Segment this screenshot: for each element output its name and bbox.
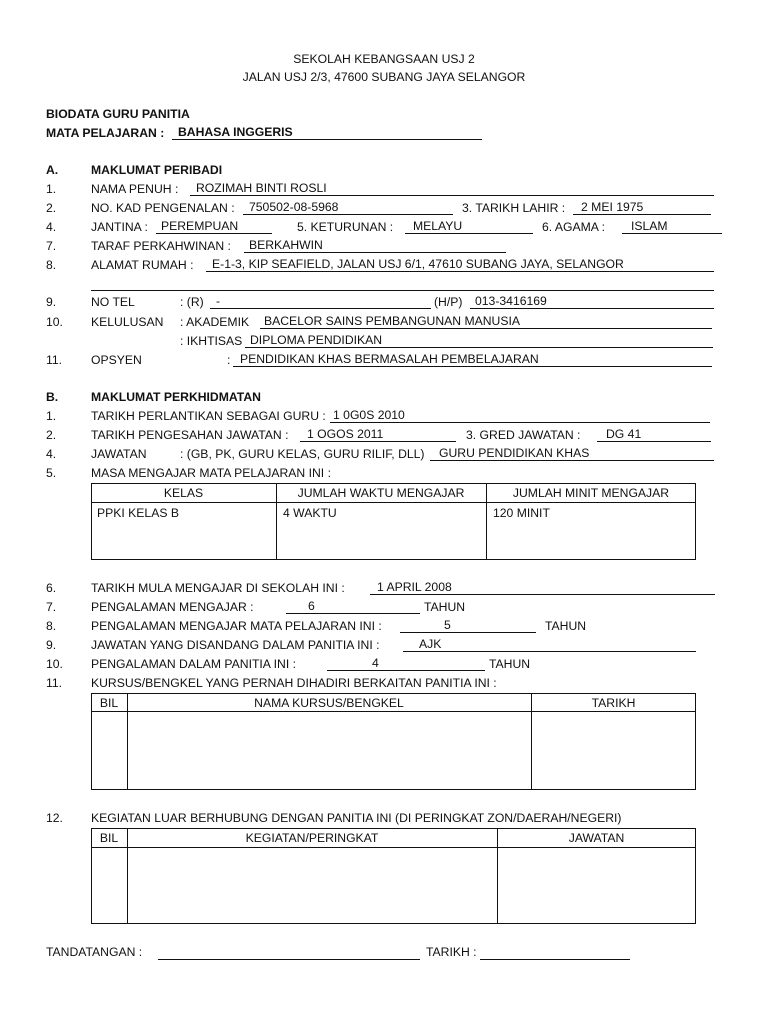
item-number: 2. (46, 428, 57, 442)
table-divider (91, 502, 696, 503)
pengesahan-field[interactable]: 1 OGOS 2011 (307, 427, 384, 441)
tel-hp-label: (H/P) (434, 295, 463, 309)
pengalaman-mp-field[interactable]: 5 (444, 618, 451, 632)
keturunan-label: 5. KETURUNAN : (297, 220, 394, 234)
taraf-label: TARAF PERKAHWINAN : (91, 239, 231, 253)
school-name: SEKOLAH KEBANGSAAN USJ 2 (293, 52, 475, 66)
item-number: 7. (46, 600, 57, 614)
ikhtisas-label: : IKHTISAS (180, 334, 243, 348)
subject-label: MATA PELAJARAN : (46, 126, 165, 140)
section-b-letter: B. (46, 390, 59, 404)
table-header: BIL (99, 696, 119, 710)
agama-field[interactable]: ISLAM (631, 219, 668, 233)
pengalaman-unit: TAHUN (424, 600, 466, 614)
mula-field[interactable]: 1 APRIL 2008 (377, 580, 452, 594)
perlantikan-label: TARIKH PERLANTIKAN SEBAGAI GURU : (91, 409, 326, 423)
keturunan-field[interactable]: MELAYU (413, 219, 463, 233)
item-number: 7. (46, 239, 57, 253)
table-divider (91, 711, 696, 712)
akademik-field[interactable]: BACELOR SAINS PEMBANGUNAN MANUSIA (264, 314, 520, 328)
tel-r-underline (210, 308, 431, 309)
pengalaman-panitia-label: PENGALAMAN DALAM PANITIA INI : (91, 657, 296, 671)
table-header: NAMA KURSUS/BENGKEL (254, 696, 404, 710)
pengalaman-underline (286, 613, 420, 614)
ikhtisas-field[interactable]: DIPLOMA PENDIDIKAN (250, 333, 383, 347)
item-number: 8. (46, 258, 57, 272)
table-header: JUMLAH WAKTU MENGAJAR (297, 486, 465, 500)
jawatan-panitia-field[interactable]: AJK (419, 637, 442, 651)
tarikh-lahir-field[interactable]: 2 MEI 1975 (581, 200, 644, 214)
jawatan-panitia-label: JAWATAN YANG DISANDANG DALAM PANITIA INI : (91, 638, 380, 652)
jantina-label: JANTINA : (91, 220, 148, 234)
alamat-field[interactable]: E-1-3, KIP SEAFIELD, JALAN USJ 6/1, 47610 SUBANG JAYA, SELANGOR (212, 257, 624, 271)
kegiatan-label: KEGIATAN LUAR BERHUBUNG DENGAN PANITIA INI (DI PERINGKAT ZON/DAERAH/NEGERI) (91, 811, 622, 825)
tel-r-label: : (R) (180, 295, 204, 309)
jawatan-hint: : (GB, PK, GURU KELAS, GURU RILIF, DLL) (180, 447, 425, 461)
subject-field[interactable]: BAHASA INGGERIS (178, 125, 293, 139)
tarikh-label: TARIKH : (426, 945, 477, 959)
nama-label: NAMA PENUH : (91, 182, 179, 196)
kursus-label: KURSUS/BENGKEL YANG PERNAH DIHADIRI BERKAITAN PANITIA INI : (91, 676, 497, 690)
item-number: 11. (46, 353, 63, 367)
item-number: 9. (46, 638, 57, 652)
table-header: TARIKH (591, 696, 636, 710)
perlantikan-field[interactable]: 1 0G0S 2010 (333, 408, 405, 422)
agama-label: 6. AGAMA : (542, 220, 605, 234)
jawatan-field[interactable]: GURU PENDIDIKAN KHAS (439, 446, 590, 460)
pengalaman-field[interactable]: 6 (308, 599, 315, 613)
item-number: 10. (46, 315, 63, 329)
tel-label: NO TEL (91, 295, 135, 309)
masa-label: MASA MENGAJAR MATA PELAJARAN INI : (91, 466, 331, 480)
kelulusan-label: KELULUSAN (91, 315, 164, 329)
tel-r-field[interactable]: - (216, 294, 221, 308)
item-number: 4. (46, 447, 57, 461)
table-header: BIL (99, 831, 119, 845)
jawatan-label: JAWATAN (91, 447, 147, 461)
pengalaman-mp-underline (400, 632, 536, 633)
pengalaman-panitia-underline (327, 670, 485, 671)
item-number: 2. (46, 201, 57, 215)
section-a-letter: A. (46, 163, 59, 177)
jawatan-panitia-underline (403, 651, 696, 652)
item-number: 5. (46, 466, 57, 480)
item-number: 8. (46, 619, 57, 633)
pengalaman-mp-unit: TAHUN (545, 619, 587, 633)
item-number: 11. (46, 676, 63, 690)
item-number: 12. (46, 811, 63, 825)
section-a-title: MAKLUMAT PERIBADI (91, 163, 223, 177)
table-header: JAWATAN (568, 831, 625, 845)
jantina-field[interactable]: PEREMPUAN (161, 219, 239, 233)
pengalaman-label: PENGALAMAN MENGAJAR : (91, 600, 254, 614)
gred-field[interactable]: DG 41 (606, 427, 642, 441)
tandatangan-field[interactable] (158, 959, 420, 960)
item-number: 1. (46, 182, 57, 196)
kad-label: NO. KAD PENGENALAN : (91, 201, 235, 215)
pengalaman-mp-label: PENGALAMAN MENGAJAR MATA PELAJARAN INI : (91, 619, 382, 633)
taraf-field[interactable]: BERKAHWIN (249, 238, 323, 252)
tandatangan-label: TANDATANGAN : (46, 945, 143, 959)
alamat-label: ALAMAT RUMAH : (91, 258, 194, 272)
table-header: JUMLAH MINIT MENGAJAR (512, 486, 670, 500)
tarikh-lahir-label: 3. TARIKH LAHIR : (462, 201, 566, 215)
item-number: 9. (46, 295, 57, 309)
tarikh-field[interactable] (480, 959, 630, 960)
kad-field[interactable]: 750502-08-5968 (249, 200, 339, 214)
table-cell[interactable]: 120 MINIT (493, 506, 550, 520)
opsyen-label: OPSYEN (91, 353, 142, 367)
gred-label: 3. GRED JAWATAN : (466, 428, 581, 442)
item-number: 4. (46, 220, 57, 234)
item-number: 10. (46, 657, 63, 671)
form-title: BIODATA GURU PANITIA (46, 107, 190, 121)
opsyen-field[interactable]: PENDIDIKAN KHAS BERMASALAH PEMBELAJARAN (240, 352, 539, 366)
alamat-underline-2 (91, 290, 714, 291)
section-b-title: MAKLUMAT PERKHIDMATAN (91, 390, 261, 404)
table-header: KEGIATAN/PERINGKAT (245, 831, 379, 845)
tel-hp-field[interactable]: 013-3416169 (475, 294, 547, 308)
table-header: KELAS (163, 486, 204, 500)
table-cell[interactable]: 4 WAKTU (283, 506, 337, 520)
item-number: 6. (46, 581, 57, 595)
table-cell[interactable]: PPKI KELAS B (97, 506, 179, 520)
school-address: JALAN USJ 2/3, 47600 SUBANG JAYA SELANGOR (242, 70, 526, 84)
table-divider (91, 847, 696, 848)
pengalaman-panitia-unit: TAHUN (489, 657, 531, 671)
item-number: 1. (46, 409, 57, 423)
akademik-label: : AKADEMIK (180, 315, 250, 329)
opsyen-colon: : (227, 353, 231, 367)
pengalaman-panitia-field[interactable]: 4 (372, 656, 379, 670)
pengesahan-label: TARIKH PENGESAHAN JAWATAN : (91, 428, 289, 442)
nama-field[interactable]: ROZIMAH BINTI ROSLI (196, 181, 327, 195)
mula-label: TARIKH MULA MENGAJAR DI SEKOLAH INI : (91, 581, 345, 595)
